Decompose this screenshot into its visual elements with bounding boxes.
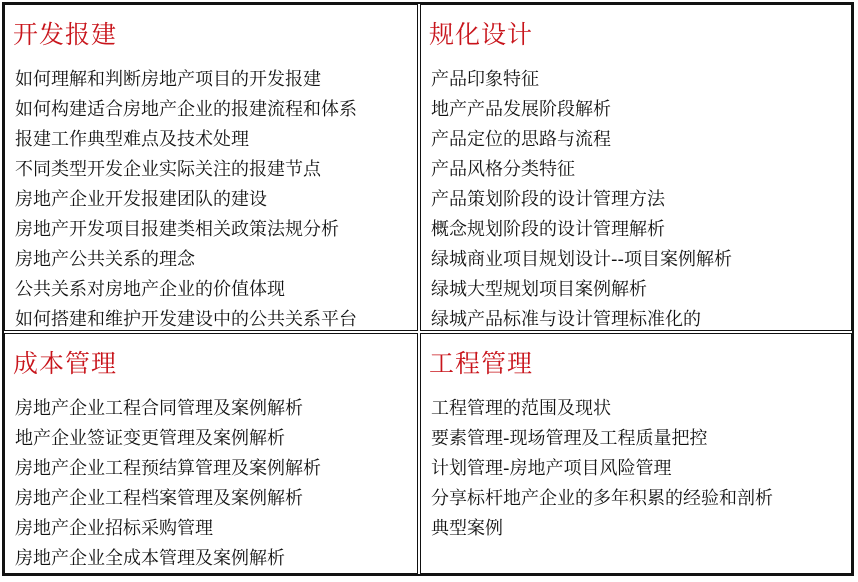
- list-item: 房地产企业工程预结算管理及案例解析: [15, 458, 321, 479]
- topic-list: [15, 65, 357, 335]
- list-item: 不同类型开发企业实际关注的报建节点: [15, 159, 321, 180]
- topic-list: [431, 65, 732, 335]
- topic-list: [15, 394, 321, 574]
- list-item: 房地产企业全成本管理及案例解析: [15, 548, 285, 569]
- list-item: 工程管理的范围及现状: [431, 398, 611, 419]
- list-item: 分享标杆地产企业的多年积累的经验和剖析: [431, 488, 773, 509]
- section-title: 开发报建: [13, 20, 118, 49]
- list-item: 产品定位的思路与流程: [431, 129, 611, 150]
- list-item: 要素管理-现场管理及工程质量把控: [431, 428, 708, 449]
- list-item: 绿城商业项目规划设计--项目案例解析: [431, 249, 732, 270]
- list-item: 如何理解和判断房地产项目的开发报建: [15, 69, 321, 90]
- section-planning-design: [420, 4, 852, 331]
- section-title: 工程管理: [429, 349, 534, 378]
- list-item: 房地产企业工程档案管理及案例解析: [15, 488, 303, 509]
- list-item: 如何搭建和维护开发建设中的公共关系平台: [15, 309, 357, 330]
- section-engineering-management: [420, 333, 852, 574]
- list-item: 房地产企业工程合同管理及案例解析: [15, 398, 303, 419]
- list-item: 报建工作典型难点及技术处理: [15, 129, 249, 150]
- list-item: 房地产企业招标采购管理: [15, 518, 213, 539]
- list-item: 绿城产品标准与设计管理标准化的: [431, 309, 701, 330]
- section-development-approval: [4, 4, 418, 331]
- list-item: 地产企业签证变更管理及案例解析: [15, 428, 285, 449]
- topic-list: [431, 394, 773, 544]
- section-cost-management: [4, 333, 418, 574]
- list-item: 产品策划阶段的设计管理方法: [431, 189, 665, 210]
- list-item: 产品风格分类特征: [431, 159, 575, 180]
- list-item: 公共关系对房地产企业的价值体现: [15, 279, 285, 300]
- list-item: 房地产企业开发报建团队的建设: [15, 189, 267, 210]
- list-item: 房地产公共关系的理念: [15, 249, 195, 270]
- list-item: 产品印象特征: [431, 69, 539, 90]
- list-item: 概念规划阶段的设计管理解析: [431, 219, 665, 240]
- list-item: 计划管理-房地产项目风险管理: [431, 458, 672, 479]
- list-item: 地产产品发展阶段解析: [431, 99, 611, 120]
- list-item: 绿城大型规划项目案例解析: [431, 279, 647, 300]
- list-item: 如何构建适合房地产企业的报建流程和体系: [15, 99, 357, 120]
- list-item: 房地产开发项目报建类相关政策法规分析: [15, 219, 339, 240]
- section-title: 成本管理: [13, 349, 118, 378]
- list-item: 典型案例: [431, 518, 503, 539]
- section-title: 规化设计: [429, 20, 534, 49]
